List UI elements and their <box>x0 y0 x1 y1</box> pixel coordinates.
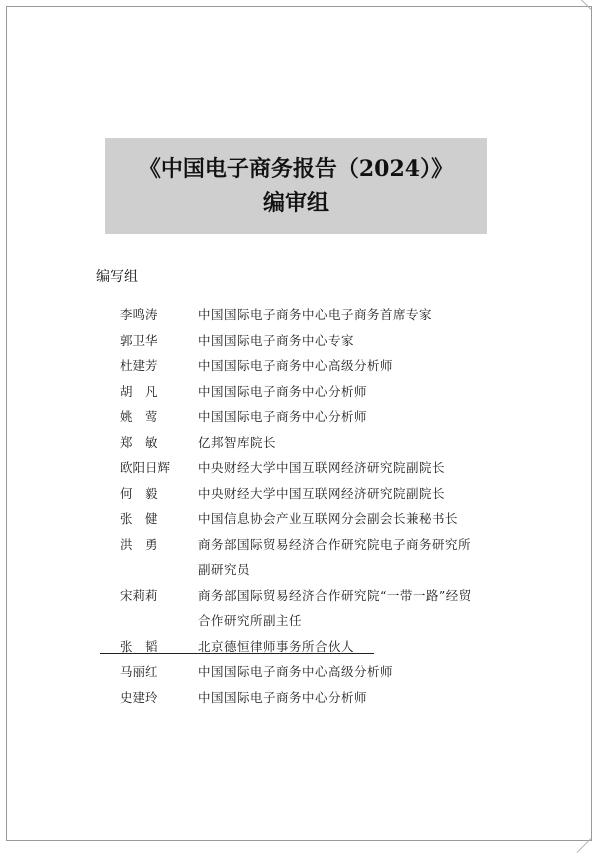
member-affiliation-line: 亿邦智库院长 <box>198 434 277 450</box>
member-row <box>120 685 530 711</box>
member-affiliation-line: 中央财经大学中国互联网经济研究院副院长 <box>198 485 446 501</box>
member-affiliation <box>198 455 530 481</box>
member-row <box>120 302 530 328</box>
member-name: 张 健 <box>120 511 158 526</box>
member-row <box>120 404 530 430</box>
member-row <box>120 659 530 685</box>
member-affiliation <box>198 430 530 456</box>
member-row <box>120 634 530 660</box>
member-name: 李鸣涛 <box>120 307 158 322</box>
member-affiliation <box>198 634 530 660</box>
member-row <box>120 379 530 405</box>
member-name: 杜建芳 <box>120 358 158 373</box>
member-name: 洪 勇 <box>120 536 158 552</box>
member-name: 郭卫华 <box>120 332 158 348</box>
member-row <box>120 353 530 379</box>
member-affiliation-line: 中国信息协会产业互联网分会副会长兼秘书长 <box>198 511 459 526</box>
member-row <box>120 583 530 634</box>
book-title: 《中国电子商务报告（2024）》 <box>138 156 454 182</box>
member-affiliation <box>198 583 530 634</box>
member-row <box>120 532 530 583</box>
member-name: 马丽红 <box>120 664 158 679</box>
member-name: 胡 凡 <box>120 383 158 399</box>
member-affiliation <box>198 404 530 430</box>
member-affiliation-line: 副研究员 <box>198 562 251 577</box>
member-affiliation-line: 商务部国际贸易经济合作研究院“一带一路”经贸 <box>198 587 472 603</box>
underline-rule <box>100 653 374 654</box>
member-row <box>120 328 530 354</box>
member-name: 何 毅 <box>120 485 158 501</box>
member-affiliation <box>198 659 530 685</box>
member-name: 欧阳日辉 <box>120 460 171 475</box>
member-name: 郑 敏 <box>120 434 158 450</box>
member-name: 宋莉莉 <box>120 587 158 603</box>
committee-title: 编审组 <box>262 190 329 216</box>
member-affiliation-line: 中国国际电子商务中心分析师 <box>198 409 368 424</box>
member-affiliation <box>198 353 530 379</box>
member-affiliation-line: 北京德恒律师事务所合伙人 <box>198 638 355 654</box>
member-row <box>120 506 530 532</box>
member-row <box>120 455 530 481</box>
member-affiliation-line: 中国国际电子商务中心高级分析师 <box>198 358 394 373</box>
member-row <box>120 481 530 507</box>
member-affiliation <box>198 532 530 583</box>
member-affiliation-line: 中国国际电子商务中心电子商务首席专家 <box>198 307 433 322</box>
member-affiliation-line: 中国国际电子商务中心专家 <box>198 332 355 348</box>
member-affiliation <box>198 302 530 328</box>
member-affiliation-line: 中国国际电子商务中心高级分析师 <box>198 664 394 679</box>
section-heading: 编写组 <box>96 269 138 285</box>
member-name: 史建玲 <box>120 689 158 705</box>
member-affiliation-line: 中国国际电子商务中心分析师 <box>198 383 368 399</box>
member-affiliation-line: 中国国际电子商务中心分析师 <box>198 689 368 705</box>
member-name: 姚 莺 <box>120 409 158 424</box>
title-box <box>105 138 487 234</box>
member-affiliation-line: 商务部国际贸易经济合作研究院电子商务研究所 <box>198 536 472 552</box>
member-name: 张 韬 <box>120 638 158 654</box>
member-affiliation <box>198 328 530 354</box>
member-row <box>120 430 530 456</box>
member-affiliation <box>198 379 530 405</box>
member-affiliation <box>198 685 530 711</box>
member-list <box>120 302 530 710</box>
member-affiliation <box>198 481 530 507</box>
member-affiliation-line: 合作研究所副主任 <box>198 613 303 628</box>
member-affiliation <box>198 506 530 532</box>
member-affiliation-line: 中央财经大学中国互联网经济研究院副院长 <box>198 460 446 475</box>
